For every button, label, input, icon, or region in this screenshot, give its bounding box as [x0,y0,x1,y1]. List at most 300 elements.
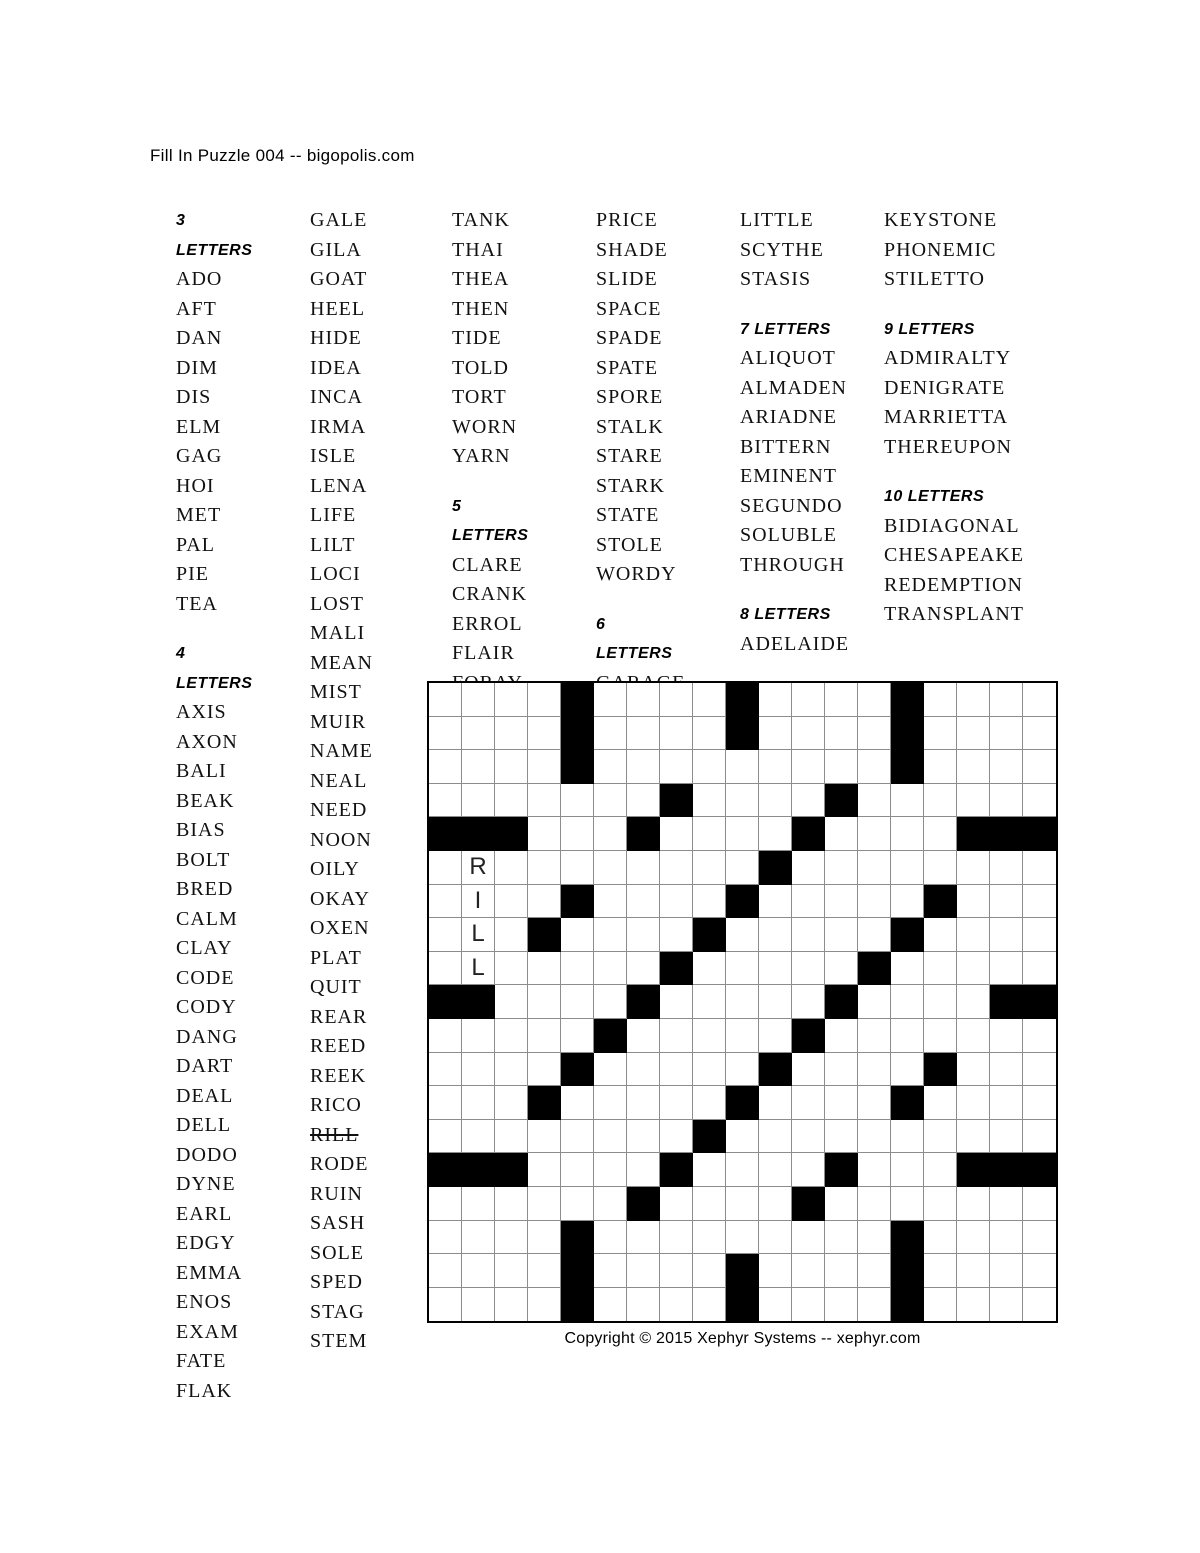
grid-cell[interactable] [825,1288,858,1322]
grid-cell[interactable] [957,885,990,919]
grid-cell[interactable] [858,1120,891,1154]
grid-cell[interactable] [792,918,825,952]
grid-cell-letter[interactable]: L [462,918,495,952]
grid-cell[interactable] [528,851,561,885]
grid-cell[interactable] [858,1153,891,1187]
grid-cell[interactable] [693,851,726,885]
grid-cell[interactable] [891,817,924,851]
grid-cell[interactable] [429,1221,462,1255]
grid-cell[interactable] [627,683,660,717]
grid-cell[interactable] [924,717,957,751]
grid-cell[interactable] [594,952,627,986]
grid-cell[interactable] [429,918,462,952]
grid-cell[interactable] [759,750,792,784]
grid-cell[interactable] [891,1019,924,1053]
grid-cell[interactable] [726,1187,759,1221]
grid-cell[interactable] [627,1221,660,1255]
grid-cell[interactable] [462,1187,495,1221]
grid-cell[interactable] [561,851,594,885]
grid-cell[interactable] [528,683,561,717]
grid-cell[interactable] [957,1086,990,1120]
grid-cell[interactable] [1023,750,1056,784]
grid-cell[interactable] [660,918,693,952]
grid-cell[interactable] [891,784,924,818]
grid-cell[interactable] [594,885,627,919]
grid-cell[interactable] [528,1053,561,1087]
grid-cell[interactable] [858,985,891,1019]
grid-cell[interactable] [528,784,561,818]
grid-cell[interactable] [957,683,990,717]
grid-cell[interactable] [858,885,891,919]
grid-cell[interactable] [891,1053,924,1087]
grid-cell[interactable] [627,717,660,751]
grid-cell[interactable] [528,1019,561,1053]
grid-cell[interactable] [528,817,561,851]
grid-cell[interactable] [924,918,957,952]
grid-cell[interactable] [825,1053,858,1087]
grid-cell[interactable] [1023,1019,1056,1053]
grid-cell[interactable] [990,1187,1023,1221]
grid-cell[interactable] [561,784,594,818]
grid-cell[interactable] [726,851,759,885]
grid-cell[interactable] [792,952,825,986]
grid-cell[interactable] [759,985,792,1019]
grid-cell-letter[interactable]: R [462,851,495,885]
grid-cell[interactable] [660,1120,693,1154]
grid-cell[interactable] [924,1254,957,1288]
grid-cell[interactable] [792,784,825,818]
grid-cell[interactable] [693,717,726,751]
grid-cell[interactable] [825,1086,858,1120]
grid-cell[interactable] [792,1086,825,1120]
grid-cell[interactable] [825,817,858,851]
grid-cell[interactable] [693,750,726,784]
grid-cell[interactable] [1023,1187,1056,1221]
grid-cell[interactable] [495,784,528,818]
grid-cell[interactable] [726,784,759,818]
grid-cell[interactable] [792,1221,825,1255]
grid-cell[interactable] [726,985,759,1019]
grid-cell[interactable] [429,885,462,919]
grid-cell[interactable] [429,1288,462,1322]
grid-cell[interactable] [858,918,891,952]
grid-cell[interactable] [726,1153,759,1187]
grid-cell[interactable] [462,1288,495,1322]
grid-cell[interactable] [660,1019,693,1053]
grid-cell[interactable] [660,683,693,717]
grid-cell[interactable] [495,851,528,885]
grid-cell[interactable] [990,1254,1023,1288]
grid-cell[interactable] [924,1221,957,1255]
grid-cell[interactable] [561,985,594,1019]
grid-cell[interactable] [627,885,660,919]
grid-cell[interactable] [825,1254,858,1288]
grid-cell[interactable] [627,952,660,986]
grid-cell[interactable] [990,717,1023,751]
grid-cell[interactable] [561,1086,594,1120]
grid-cell[interactable] [726,1053,759,1087]
grid-cell[interactable] [462,717,495,751]
grid-cell[interactable] [627,1153,660,1187]
grid-cell[interactable] [462,1019,495,1053]
grid-cell[interactable] [462,1120,495,1154]
grid-cell[interactable] [528,717,561,751]
grid-cell[interactable] [528,1288,561,1322]
grid-cell[interactable] [1023,1221,1056,1255]
grid-cell[interactable] [957,1187,990,1221]
grid-cell[interactable] [990,1053,1023,1087]
grid-cell[interactable] [561,918,594,952]
grid-cell[interactable] [858,1221,891,1255]
grid-cell[interactable] [594,918,627,952]
grid-cell[interactable] [1023,1288,1056,1322]
grid-cell[interactable] [429,851,462,885]
grid-cell[interactable] [957,784,990,818]
grid-cell[interactable] [858,750,891,784]
grid-cell[interactable] [858,1187,891,1221]
grid-cell-letter[interactable]: L [462,952,495,986]
grid-cell[interactable] [429,717,462,751]
grid-cell[interactable] [759,1153,792,1187]
grid-cell[interactable] [627,851,660,885]
grid-cell[interactable] [627,750,660,784]
grid-cell[interactable] [825,918,858,952]
grid-cell[interactable] [759,885,792,919]
grid-cell[interactable] [462,1221,495,1255]
grid-cell[interactable] [858,1254,891,1288]
grid-cell[interactable] [825,750,858,784]
grid-cell[interactable] [693,1221,726,1255]
grid-cell[interactable] [726,952,759,986]
grid-cell[interactable] [957,1221,990,1255]
grid-cell[interactable] [693,1153,726,1187]
grid-cell[interactable] [990,918,1023,952]
grid-cell[interactable] [759,952,792,986]
grid-cell[interactable] [759,1254,792,1288]
grid-cell[interactable] [792,1053,825,1087]
grid-cell[interactable] [462,750,495,784]
grid-cell[interactable] [561,1120,594,1154]
grid-cell[interactable] [660,851,693,885]
grid-cell[interactable] [726,1120,759,1154]
grid-cell[interactable] [825,952,858,986]
grid-cell[interactable] [528,985,561,1019]
grid-cell[interactable] [858,1053,891,1087]
grid-cell[interactable] [627,1288,660,1322]
grid-cell[interactable] [495,717,528,751]
grid-cell[interactable] [594,750,627,784]
grid-cell[interactable] [990,1288,1023,1322]
grid-cell[interactable] [1023,1120,1056,1154]
grid-cell[interactable] [759,784,792,818]
grid-cell[interactable] [495,918,528,952]
grid-cell[interactable] [528,1187,561,1221]
grid-cell[interactable] [792,985,825,1019]
grid-cell-letter[interactable]: I [462,885,495,919]
grid-cell[interactable] [627,1254,660,1288]
grid-cell[interactable] [693,1019,726,1053]
grid-cell[interactable] [1023,952,1056,986]
grid-cell[interactable] [957,1254,990,1288]
grid-cell[interactable] [957,985,990,1019]
grid-cell[interactable] [924,952,957,986]
grid-cell[interactable] [891,1120,924,1154]
grid-cell[interactable] [825,1187,858,1221]
grid-cell[interactable] [957,750,990,784]
grid-cell[interactable] [594,817,627,851]
grid-cell[interactable] [792,683,825,717]
grid-cell[interactable] [594,1221,627,1255]
grid-cell[interactable] [792,1153,825,1187]
grid-cell[interactable] [429,1187,462,1221]
grid-cell[interactable] [1023,784,1056,818]
grid-cell[interactable] [1023,683,1056,717]
grid-cell[interactable] [924,1086,957,1120]
grid-cell[interactable] [759,1019,792,1053]
grid-cell[interactable] [1023,918,1056,952]
grid-cell[interactable] [891,1153,924,1187]
grid-cell[interactable] [660,985,693,1019]
grid-cell[interactable] [858,817,891,851]
grid-cell[interactable] [660,750,693,784]
grid-cell[interactable] [759,1221,792,1255]
grid-cell[interactable] [924,750,957,784]
grid-cell[interactable] [660,1288,693,1322]
grid-cell[interactable] [660,1221,693,1255]
grid-cell[interactable] [561,1153,594,1187]
grid-cell[interactable] [990,683,1023,717]
grid-cell[interactable] [825,1120,858,1154]
grid-cell[interactable] [462,1086,495,1120]
grid-cell[interactable] [990,1019,1023,1053]
grid-cell[interactable] [429,683,462,717]
grid-cell[interactable] [990,750,1023,784]
grid-cell[interactable] [792,1120,825,1154]
grid-cell[interactable] [990,1120,1023,1154]
grid-cell[interactable] [693,1053,726,1087]
grid-cell[interactable] [924,1019,957,1053]
grid-cell[interactable] [660,1086,693,1120]
grid-cell[interactable] [693,683,726,717]
grid-cell[interactable] [429,1254,462,1288]
grid-cell[interactable] [792,1288,825,1322]
grid-cell[interactable] [990,885,1023,919]
grid-cell[interactable] [561,952,594,986]
grid-cell[interactable] [1023,1254,1056,1288]
grid-cell[interactable] [627,1019,660,1053]
grid-cell[interactable] [726,1019,759,1053]
grid-cell[interactable] [495,1254,528,1288]
grid-cell[interactable] [825,717,858,751]
grid-cell[interactable] [693,1086,726,1120]
grid-cell[interactable] [660,817,693,851]
grid-cell[interactable] [693,817,726,851]
grid-cell[interactable] [594,1254,627,1288]
grid-cell[interactable] [891,952,924,986]
grid-cell[interactable] [495,885,528,919]
grid-cell[interactable] [594,1120,627,1154]
grid-cell[interactable] [759,1120,792,1154]
grid-cell[interactable] [528,952,561,986]
grid-cell[interactable] [429,784,462,818]
grid-cell[interactable] [429,750,462,784]
grid-cell[interactable] [495,1086,528,1120]
grid-cell[interactable] [594,1288,627,1322]
grid-cell[interactable] [462,1254,495,1288]
grid-cell[interactable] [990,851,1023,885]
grid-cell[interactable] [825,1221,858,1255]
grid-cell[interactable] [495,1019,528,1053]
grid-cell[interactable] [990,784,1023,818]
grid-cell[interactable] [759,817,792,851]
grid-cell[interactable] [528,1120,561,1154]
grid-cell[interactable] [792,851,825,885]
grid-cell[interactable] [990,952,1023,986]
grid-cell[interactable] [594,683,627,717]
grid-cell[interactable] [891,1187,924,1221]
grid-cell[interactable] [825,1019,858,1053]
grid-cell[interactable] [1023,717,1056,751]
grid-cell[interactable] [693,1187,726,1221]
grid-cell[interactable] [825,885,858,919]
grid-cell[interactable] [1023,851,1056,885]
grid-cell[interactable] [627,1120,660,1154]
grid-cell[interactable] [1023,1053,1056,1087]
grid-cell[interactable] [891,851,924,885]
grid-cell[interactable] [594,717,627,751]
grid-cell[interactable] [495,1288,528,1322]
grid-cell[interactable] [429,1053,462,1087]
grid-cell[interactable] [1023,1086,1056,1120]
grid-cell[interactable] [957,851,990,885]
grid-cell[interactable] [462,683,495,717]
grid-cell[interactable] [924,985,957,1019]
grid-cell[interactable] [726,817,759,851]
grid-cell[interactable] [759,918,792,952]
grid-cell[interactable] [924,1288,957,1322]
grid-cell[interactable] [627,784,660,818]
grid-cell[interactable] [891,985,924,1019]
grid-cell[interactable] [495,1187,528,1221]
grid-cell[interactable] [693,952,726,986]
grid-cell[interactable] [660,885,693,919]
grid-cell[interactable] [792,1254,825,1288]
grid-cell[interactable] [594,1153,627,1187]
grid-cell[interactable] [957,1120,990,1154]
grid-cell[interactable] [957,717,990,751]
grid-cell[interactable] [924,784,957,818]
grid-cell[interactable] [528,750,561,784]
grid-cell[interactable] [957,1288,990,1322]
grid-cell[interactable] [627,1053,660,1087]
grid-cell[interactable] [693,985,726,1019]
grid-cell[interactable] [858,717,891,751]
grid-cell[interactable] [825,683,858,717]
grid-cell[interactable] [462,784,495,818]
grid-cell[interactable] [924,851,957,885]
grid-cell[interactable] [660,717,693,751]
grid-cell[interactable] [726,918,759,952]
grid-cell[interactable] [528,885,561,919]
grid-cell[interactable] [693,1288,726,1322]
grid-cell[interactable] [957,1053,990,1087]
grid-cell[interactable] [759,717,792,751]
grid-cell[interactable] [627,1086,660,1120]
grid-cell[interactable] [594,1187,627,1221]
grid-cell[interactable] [759,1288,792,1322]
grid-cell[interactable] [957,1019,990,1053]
grid-cell[interactable] [924,1187,957,1221]
grid-cell[interactable] [792,717,825,751]
grid-cell[interactable] [957,918,990,952]
grid-cell[interactable] [891,885,924,919]
grid-cell[interactable] [594,1053,627,1087]
grid-cell[interactable] [858,683,891,717]
grid-cell[interactable] [561,1019,594,1053]
grid-cell[interactable] [660,1187,693,1221]
grid-cell[interactable] [726,1221,759,1255]
grid-cell[interactable] [957,952,990,986]
grid-cell[interactable] [759,1187,792,1221]
grid-cell[interactable] [429,1120,462,1154]
grid-cell[interactable] [627,918,660,952]
grid-cell[interactable] [594,985,627,1019]
grid-cell[interactable] [561,1187,594,1221]
grid-cell[interactable] [858,1086,891,1120]
grid-cell[interactable] [693,784,726,818]
grid-cell[interactable] [924,1120,957,1154]
grid-cell[interactable] [924,817,957,851]
grid-cell[interactable] [858,784,891,818]
grid-cell[interactable] [858,851,891,885]
grid-cell[interactable] [1023,885,1056,919]
grid-cell[interactable] [594,1086,627,1120]
grid-cell[interactable] [495,1120,528,1154]
grid-cell[interactable] [495,1221,528,1255]
grid-cell[interactable] [528,1153,561,1187]
grid-cell[interactable] [759,683,792,717]
grid-cell[interactable] [693,1254,726,1288]
grid-cell[interactable] [990,1221,1023,1255]
grid-cell[interactable] [429,1019,462,1053]
grid-cell[interactable] [495,683,528,717]
grid-cell[interactable] [660,1053,693,1087]
grid-cell[interactable] [429,952,462,986]
grid-cell[interactable] [594,784,627,818]
grid-cell[interactable] [858,1288,891,1322]
grid-cell[interactable] [495,985,528,1019]
grid-cell[interactable] [495,750,528,784]
grid-cell[interactable] [693,885,726,919]
grid-cell[interactable] [924,683,957,717]
grid-cell[interactable] [792,750,825,784]
grid-cell[interactable] [990,1086,1023,1120]
grid-cell[interactable] [429,1086,462,1120]
grid-cell[interactable] [495,952,528,986]
grid-cell[interactable] [660,1254,693,1288]
grid-cell[interactable] [561,817,594,851]
grid-cell[interactable] [792,885,825,919]
grid-cell[interactable] [462,1053,495,1087]
grid-cell[interactable] [726,750,759,784]
grid-cell[interactable] [825,851,858,885]
grid-cell[interactable] [528,1254,561,1288]
grid-cell[interactable] [924,1153,957,1187]
grid-cell[interactable] [858,1019,891,1053]
grid-cell[interactable] [495,1053,528,1087]
grid-cell[interactable] [759,1086,792,1120]
grid-cell[interactable] [594,851,627,885]
